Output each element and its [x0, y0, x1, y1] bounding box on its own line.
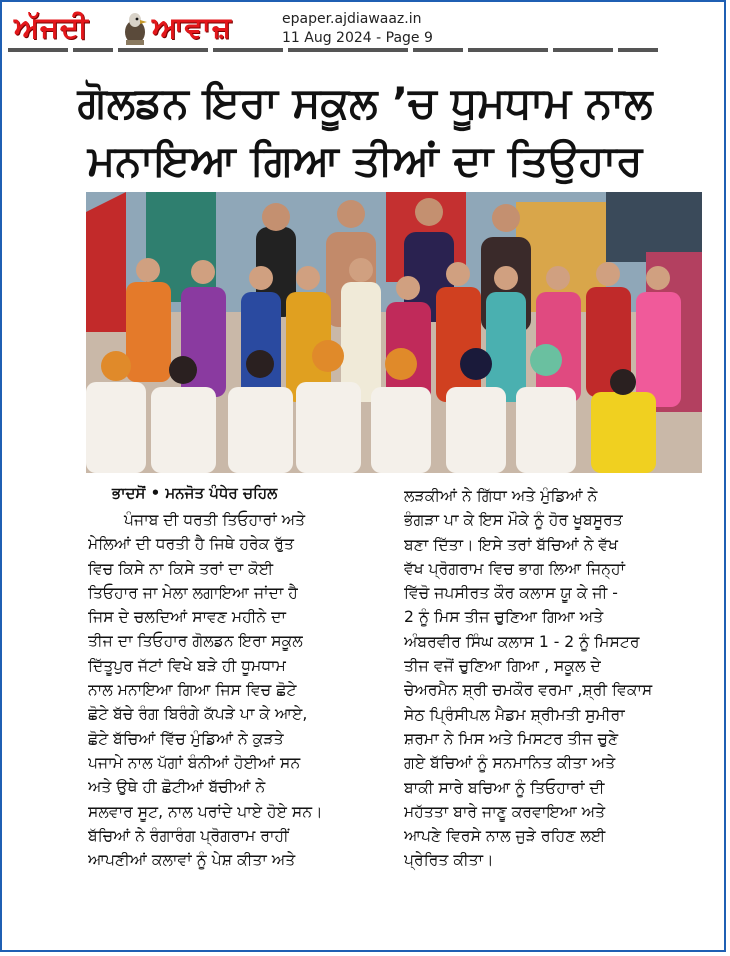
article-photo [86, 192, 702, 473]
article-column-left [88, 508, 386, 872]
article-line: ਛੋਟੇ ਬੱਚਿਆਂ ਵਿੱਚ ਮੁੰਡਿਆਂ ਨੇ ਕੁੜਤੇ [88, 729, 284, 748]
edition-date-page: 11 Aug 2024 - Page 9 [282, 30, 433, 46]
article-line: ਵਿਚ ਕਿਸੇ ਨਾ ਕਿਸੇ ਤਰਾਂ ਦਾ ਕੋਈ [88, 559, 274, 578]
article-line: ਮਹੱਤਤਾ ਬਾਰੇ ਜਾਣੂ ਕਰਵਾਇਆ ਅਤੇ [404, 802, 606, 821]
article-line: ਸਲਵਾਰ ਸੂਟ, ਨਾਲ ਪਰਾਂਦੇ ਪਾਏ ਹੋਏ ਸਨ। [88, 802, 323, 821]
article-line: ਜਿਸ ਦੇ ਚਲਦਿਆਂ ਸਾਵਣ ਮਹੀਨੇ ਦਾ [88, 608, 286, 627]
eagle-logo-icon [120, 10, 150, 46]
cropped-text-strip [8, 48, 720, 54]
headline-line1: ਗੋਲਡਨ ਇਰਾ ਸਕੂਲ ’ਚ ਧੂਮਧਾਮ ਨਾਲ [77, 78, 653, 127]
site-url[interactable]: epaper.ajdiawaaz.in [282, 11, 422, 27]
article-line: ਭੰਗੜਾ ਪਾ ਕੇ ਇਸ ਮੌਕੇ ਨੂੰ ਹੋਰ ਖੂਬਸੂਰਤ [404, 511, 623, 530]
article-line: ਅੰਬਰਵੀਰ ਸਿੰਘ ਕਲਾਸ 1 - 2 ਨੂੰ ਮਿਸਟਰ [404, 632, 640, 651]
article-column-right [404, 484, 710, 873]
article-line: ਆਪਣੇ ਵਿਰਸੇ ਨਾਲ ਜੁੜੇ ਰਹਿਣ ਲਈ [404, 827, 606, 846]
article-line: ਬਾਕੀ ਸਾਰੇ ਬਚਿਆ ਨੂੰ ਤਿਓਹਾਰਾਂ ਦੀ [404, 778, 605, 797]
article-line: ਤੀਜ ਵਜੋਂ ਚੁਣਿਆ ਗਿਆ , ਸਕੂਲ ਦੇ [404, 657, 601, 676]
article-line: ਬੱਚਿਆਂ ਨੇ ਰੰਗਾਰੰਗ ਪ੍ਰੋਗਰਾਮ ਰਾਹੀਂ [88, 826, 289, 845]
headline-line2: ਮਨਾਇਆ ਗਿਆ ਤੀਆਂ ਦਾ ਤਿਉਹਾਰ [87, 136, 643, 185]
article-line: ਤੀਜ ਦਾ ਤਿਓਹਾਰ ਗੋਲਡਨ ਇਰਾ ਸਕੂਲ [88, 632, 303, 651]
article-line: ਪੰਜਾਬ ਦੀ ਧਰਤੀ ਤਿਓਹਾਰਾਂ ਅਤੇ [124, 511, 306, 529]
article-line: ਤਿਓਹਾਰ ਜਾ ਮੇਲਾ ਲਗਾਇਆ ਜਾਂਦਾ ਹੈ [88, 583, 298, 602]
article-line: ਪ੍ਰੇਰਿਤ ਕੀਤਾ। [404, 851, 494, 870]
article-line: ਛੋਟੇ ਬੱਚੇ ਰੰਗ ਬਿਰੰਗੇ ਕੱਪੜੇ ਪਾ ਕੇ ਆਏ, [88, 705, 308, 724]
masthead [8, 8, 720, 52]
headline [20, 74, 710, 190]
article-line: ਚੇਅਰਮੈਨ ਸ਼੍ਰੀ ਚਮਕੌਰ ਵਰਮਾ ,ਸ਼੍ਰੀ ਵਿਕਾਸ [404, 681, 653, 700]
article-line: ਨਾਲ ਮਨਾਇਆ ਗਿਆ ਜਿਸ ਵਿਚ ਛੋਟੇ [88, 681, 297, 700]
article-line: ਵਿੱਚੋ ਜਪਸੀਰਤ ਕੌਰ ਕਲਾਸ ਯੂ ਕੇ ਜੀ - [404, 584, 618, 603]
edition-info [282, 10, 433, 48]
article-line: ਸੇਠ ਪ੍ਰਿੰਸੀਪਲ ਮੈਡਮ ਸ਼੍ਰੀਮਤੀ ਸੁਮੀਰਾ [404, 705, 625, 724]
article-line: ਸ਼ਰਮਾ ਨੇ ਮਿਸ ਅਤੇ ਮਿਸਟਰ ਤੀਜ ਚੁਣੇ [404, 729, 619, 748]
article-line: ਗਏ ਬੱਚਿਆਂ ਨੂੰ ਸਨਮਾਨਿਤ ਕੀਤਾ ਅਤੇ [404, 754, 616, 773]
article-line: ਵੱਖ ਪ੍ਰੋਗਰਾਮ ਵਿਚ ਭਾਗ ਲਿਆ ਜਿਨ੍ਹਾਂ [404, 559, 626, 578]
article-line: ਮੇਲਿਆਂ ਦੀ ਧਰਤੀ ਹੈ ਜਿਥੇ ਹਰੇਕ ਰੁੱਤ [88, 535, 294, 554]
group-photo-image [86, 192, 702, 473]
article-line: ਆਪਣੀਆਂ ਕਲਾਵਾਂ ਨੂੰ ਪੇਸ਼ ਕੀਤਾ ਅਤੇ [88, 851, 296, 870]
article-line: ਪਜਾਮੇ ਨਾਲ ਪੱਗਾਂ ਬੰਨੀਆਂ ਹੋਈਆਂ ਸਨ [88, 753, 301, 772]
byline: ਭਾਦਸੋਂ • ਮਨਜੋਤ ਪੰਧੇਰ ਚਹਿਲ [112, 484, 278, 502]
logo-text-part1: ਅੱਜਦੀ [14, 10, 89, 44]
article-line: ਦਿੱਤੂਪੁਰ ਜੱਟਾਂ ਵਿਖੇ ਬੜੇ ਹੀ ਧੂਮਧਾਮ [88, 656, 286, 675]
article-line: 2 ਨੂੰ ਮਿਸ ਤੀਜ ਚੁਣਿਆ ਗਿਆ ਅਤੇ [404, 608, 604, 627]
logo-text-part2: ਆਵਾਜ਼ [152, 10, 232, 44]
article-line: ਅਤੇ ਉਥੇ ਹੀ ਛੋਟੀਆਂ ਬੱਚੀਆਂ ਨੇ [88, 778, 266, 797]
article-line: ਲੜਕੀਆਂ ਨੇ ਗਿੱਧਾ ਅਤੇ ਮੁੰਡਿਆਂ ਨੇ [404, 487, 598, 505]
article-line: ਬਣਾ ਦਿੱਤਾ। ਇਸੇ ਤਰਾਂ ਬੱਚਿਆਂ ਨੇ ਵੱਖ [404, 535, 619, 554]
